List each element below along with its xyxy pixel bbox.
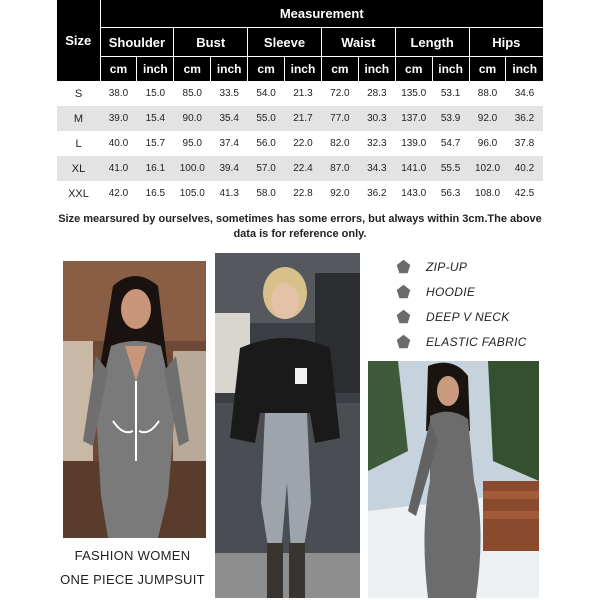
feature-label: ELASTIC FABRIC [426,334,527,349]
unit-header: inch [358,57,395,82]
measurement-cell: 42.0 [100,181,137,206]
feature-item [396,329,527,354]
measurement-cell: 39.4 [211,156,248,181]
measurement-cell: 38.0 [100,81,137,106]
measurement-cell: 39.0 [100,106,137,131]
measurement-cell: 135.0 [395,81,432,106]
measure-group-header: Length [395,28,469,57]
measurement-cell: 37.8 [506,131,543,156]
feature-item [396,279,527,304]
measurement-cell: 35.4 [211,106,248,131]
measurement-cell: 58.0 [248,181,285,206]
measurement-cell: 90.0 [174,106,211,131]
measurement-cell: 34.3 [358,156,395,181]
measurement-cell: 92.0 [321,181,358,206]
pentagon-bullet-icon [396,334,411,349]
feature-label: ZIP-UP [426,259,468,274]
measurement-cell: 30.3 [358,106,395,131]
size-label: XL [57,156,100,181]
unit-header: inch [137,57,174,82]
measurement-cell: 141.0 [395,156,432,181]
measurement-cell: 16.5 [137,181,174,206]
measurement-cell: 37.4 [211,131,248,156]
unit-header: cm [395,57,432,82]
measurement-cell: 92.0 [469,106,506,131]
measurement-cell: 21.3 [285,81,322,106]
measure-group-header: Hips [469,28,543,57]
measurement-cell: 55.5 [432,156,469,181]
feature-list [396,254,527,354]
unit-header: cm [100,57,137,82]
unit-header: cm [248,57,285,82]
measurement-cell: 82.0 [321,131,358,156]
unit-header: inch [432,57,469,82]
size-row [57,106,543,131]
measurement-cell: 100.0 [174,156,211,181]
feature-label: DEEP V NECK [426,309,510,324]
feature-label: HOODIE [426,284,476,299]
model-photo-hoodie-jumpsuit [63,261,206,538]
size-row [57,131,543,156]
measurement-cell: 32.3 [358,131,395,156]
measure-group-header: Waist [321,28,395,57]
unit-header: cm [174,57,211,82]
measurement-cell: 57.0 [248,156,285,181]
measurement-cell: 139.0 [395,131,432,156]
measurement-cell: 41.0 [100,156,137,181]
measure-group-header: Shoulder [100,28,174,57]
measurement-cell: 105.0 [174,181,211,206]
measurement-cell: 15.7 [137,131,174,156]
measurement-cell: 137.0 [395,106,432,131]
measurement-cell: 72.0 [321,81,358,106]
feature-item [396,254,527,279]
size-row [57,156,543,181]
size-row [57,81,543,106]
caption-line-1: FASHION WOMEN [74,548,191,563]
measurement-cell: 42.5 [506,181,543,206]
measurement-cell: 34.6 [506,81,543,106]
measurement-cell: 87.0 [321,156,358,181]
model-photo-leather-jacket [215,253,360,598]
measurement-cell: 15.0 [137,81,174,106]
size-chart-table [57,0,543,206]
measurement-cell: 85.0 [174,81,211,106]
size-disclaimer: Size mearsured by ourselves, sometimes has some errors, but always within 3cm.The above data is for reference only. [58,213,542,240]
measurement-cell: 88.0 [469,81,506,106]
measurement-cell: 28.3 [358,81,395,106]
measurement-cell: 41.3 [211,181,248,206]
measurement-cell: 77.0 [321,106,358,131]
measurement-cell: 102.0 [469,156,506,181]
unit-header: inch [285,57,322,82]
measurement-cell: 21.7 [285,106,322,131]
measurement-cell: 95.0 [174,131,211,156]
size-label: M [57,106,100,131]
model-photo-snow-backdrop [368,361,539,598]
measurement-cell: 55.0 [248,106,285,131]
measurement-cell: 143.0 [395,181,432,206]
measurement-header: Measurement [100,0,543,28]
measurement-cell: 22.8 [285,181,322,206]
measure-group-header: Sleeve [248,28,322,57]
feature-item [396,304,527,329]
unit-header: cm [321,57,358,82]
measurement-cell: 56.0 [248,131,285,156]
size-label: L [57,131,100,156]
measurement-cell: 54.0 [248,81,285,106]
measurement-cell: 40.0 [100,131,137,156]
measurement-cell: 54.7 [432,131,469,156]
measurement-cell: 15.4 [137,106,174,131]
measurement-cell: 108.0 [469,181,506,206]
pentagon-bullet-icon [396,309,411,324]
measurement-cell: 40.2 [506,156,543,181]
measurement-cell: 22.0 [285,131,322,156]
measurement-cell: 33.5 [211,81,248,106]
measure-group-header: Bust [174,28,248,57]
measurement-cell: 22.4 [285,156,322,181]
measurement-cell: 36.2 [358,181,395,206]
pentagon-bullet-icon [396,259,411,274]
unit-header: inch [211,57,248,82]
measurement-cell: 96.0 [469,131,506,156]
unit-header: cm [469,57,506,82]
caption-line-2: ONE PIECE JUMPSUIT [60,572,205,587]
size-row [57,181,543,206]
measurement-cell: 36.2 [506,106,543,131]
pentagon-bullet-icon [396,284,411,299]
measurement-cell: 16.1 [137,156,174,181]
size-column-header: Size [57,0,100,81]
measurement-cell: 53.1 [432,81,469,106]
measurement-cell: 56.3 [432,181,469,206]
size-label: XXL [57,181,100,206]
size-label: S [57,81,100,106]
measurement-cell: 53.9 [432,106,469,131]
unit-header: inch [506,57,543,82]
